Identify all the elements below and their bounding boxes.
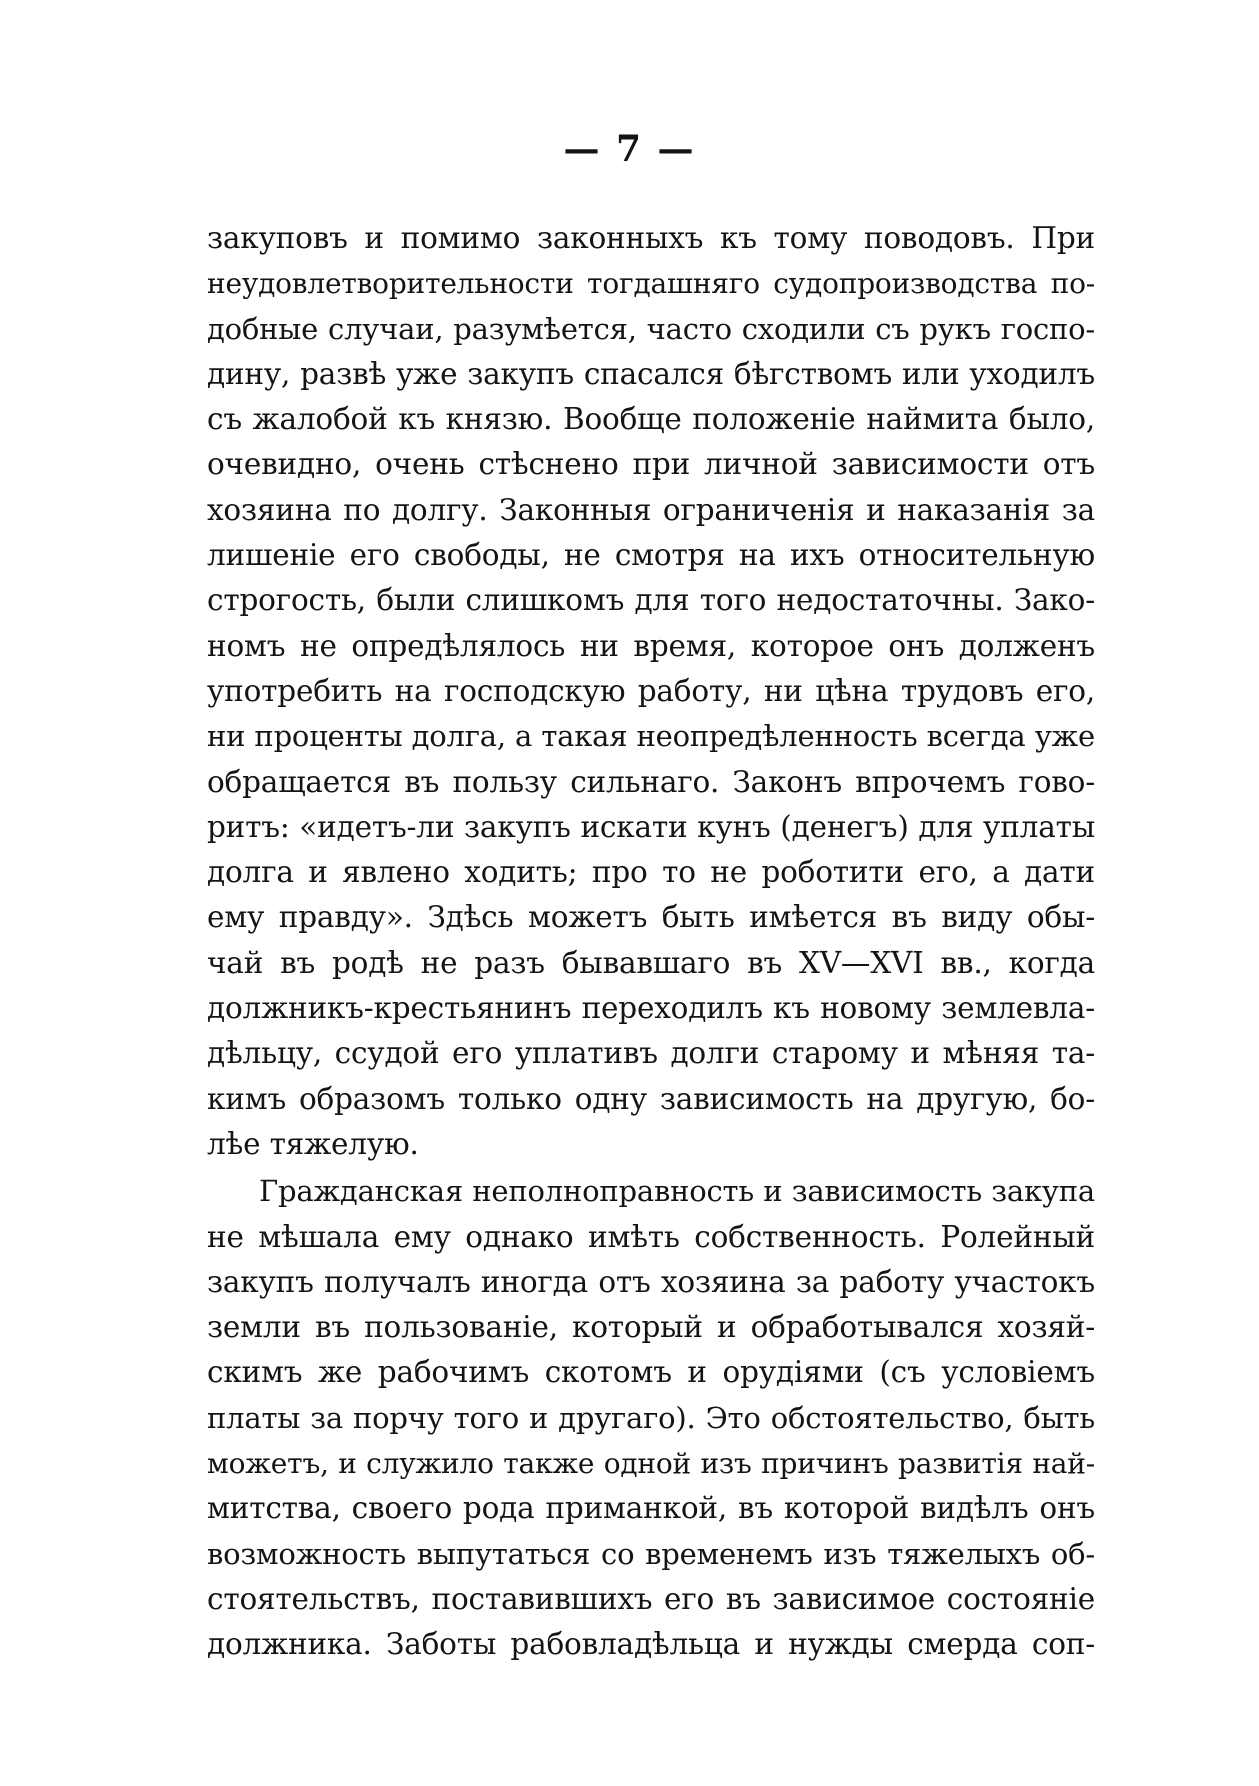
- text-line: возможность выпутаться со временемъ изъ тяжелыхъ об-: [207, 1536, 1095, 1571]
- paragraph-2: [207, 1169, 1095, 1667]
- text-line: добные случаи, разумѣется, часто сходили съ рукъ госпо-: [207, 311, 1095, 346]
- text-line: скимъ же рабочимъ скотомъ и орудiями (съ условiемъ: [207, 1355, 1095, 1390]
- text-line: закуповъ и помимо законныхъ къ тому поводовъ. При: [207, 221, 1095, 255]
- text-line: неудовлетворительности тогдашняго судопроизводства по-: [207, 267, 1095, 301]
- text-line: земли въ пользованiе, который и обработывался хозяй-: [207, 1310, 1095, 1345]
- text-line: должника. Заботы рабовладѣльца и нужды смерда соп-: [207, 1627, 1095, 1662]
- text-line: дѣльцу, ссудой его уплативъ долги старому и мѣняя та-: [207, 1036, 1095, 1071]
- text-line: не мѣшала ему однако имѣть собственность. Ролейный: [207, 1219, 1095, 1254]
- text-line: употребить на господскую работу, ни цѣна трудовъ его,: [207, 673, 1095, 708]
- text-line: лишенiе его свободы, не смотря на ихъ относительную: [207, 538, 1095, 573]
- text-line: долга и явлено ходить; про то не роботити его, а дати: [207, 855, 1095, 890]
- paragraph-1: [207, 216, 1095, 1167]
- text-line: должникъ-крестьянинъ переходилъ къ новому землевла-: [207, 991, 1095, 1026]
- text-line: ни проценты долга, а такая неопредѣленность всегда уже: [207, 719, 1095, 754]
- text-line: лѣе тяжелую.: [207, 1126, 419, 1161]
- text-line: митства, своего рода приманкой, въ которой видѣлъ онъ: [207, 1491, 1095, 1526]
- text-line: кимъ образомъ только одну зависимость на другую, бо-: [207, 1081, 1095, 1116]
- text-line: ему правду». Здѣсь можетъ быть имѣется въ виду обы-: [207, 900, 1095, 935]
- body-text: [207, 216, 1095, 1668]
- text-line: съ жалобой къ князю. Вообще положенiе наймита было,: [207, 402, 1095, 437]
- text-line: очевидно, очень стѣснено при личной зависимости отъ: [207, 447, 1095, 482]
- text-line: закупъ получалъ иногда отъ хозяина за работу участокъ: [207, 1264, 1095, 1299]
- text-line: обращается въ пользу сильнаго. Законъ впрочемъ гово-: [207, 764, 1095, 799]
- text-line: чай въ родѣ не разъ бывавшаго въ XV—XVI вв., когда: [207, 945, 1095, 980]
- text-line: номъ не опредѣлялось ни время, которое онъ долженъ: [207, 628, 1095, 663]
- text-line: платы за порчу того и другаго). Это обстоятельство, быть: [207, 1400, 1095, 1435]
- text-line: Гражданская неполноправность и зависимость закупа: [259, 1174, 1095, 1209]
- text-line: строгость, были слишкомъ для того недостаточны. Зако-: [207, 583, 1095, 618]
- text-line: хозяина по долгу. Законныя ограниченiя и наказанiя за: [207, 492, 1095, 527]
- text-line: стоятельствъ, поставившихъ его въ зависимое состоянiе: [207, 1581, 1095, 1616]
- text-line: ритъ: «идетъ-ли закупъ искати кунъ (денегъ) для уплаты: [207, 809, 1095, 844]
- text-line: дину, развѣ уже закупъ спасался бѣгствомъ или уходилъ: [207, 356, 1095, 391]
- page-number: — 7 —: [563, 128, 696, 170]
- text-line: можетъ, и служило также одной изъ причинъ развитiя най-: [207, 1447, 1095, 1481]
